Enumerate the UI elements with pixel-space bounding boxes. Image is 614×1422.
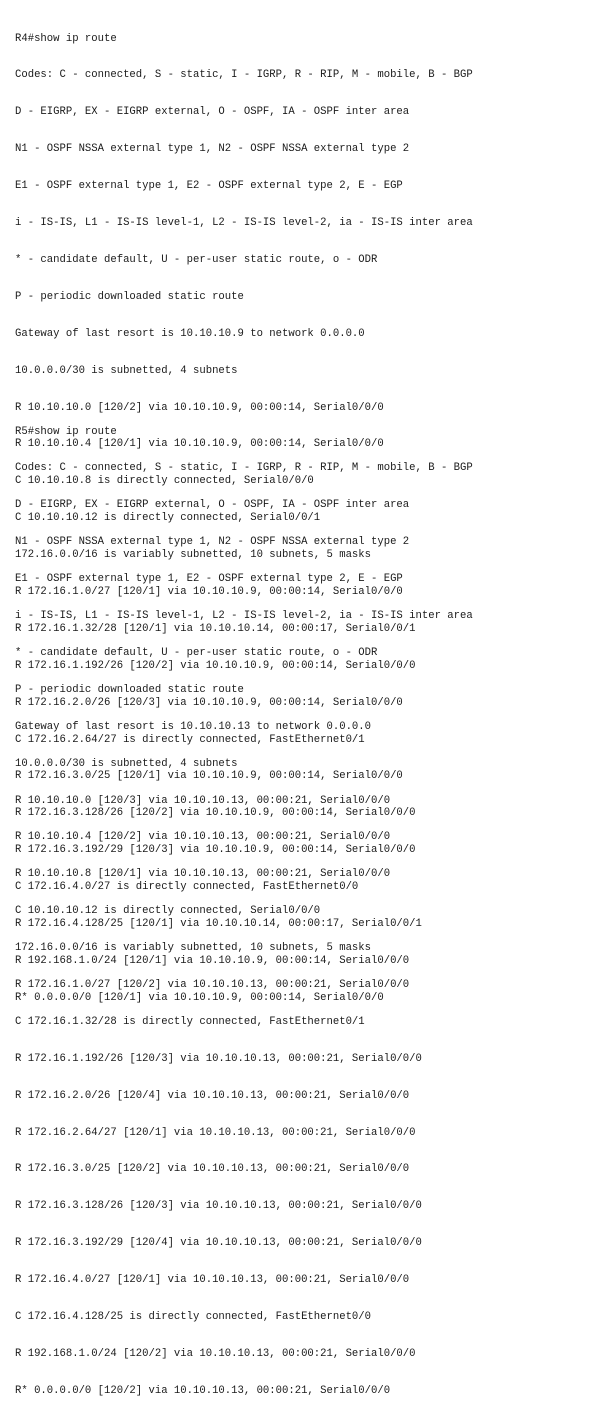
r5-route-entry: R 172.16.1.192/26 [120/3] via 10.10.10.13, 00:00:21, Serial0/0/0 [15,1052,422,1065]
r4-codes-line: E1 - OSPF external type 1, E2 - OSPF external type 2, E - EGP [15,180,403,193]
r5-route-entry: R 172.16.3.0/25 [120/2] via 10.10.10.13, 00:00:21, Serial0/0/0 [15,1163,410,1176]
r5-route-entry: R 172.16.2.64/27 [120/1] via 10.10.10.13, 00:00:21, Serial0/0/0 [15,1126,416,1139]
r4-route-entry: R 172.16.3.128/26 [120/2] via 10.10.10.9, 00:00:14, Serial0/0/0 [15,807,416,820]
r5-subnet-header: 10.0.0.0/30 is subnetted, 4 subnets [15,757,238,770]
r5-route-entry: C 10.10.10.12 is directly connected, Serial0/0/0 [15,905,321,918]
r5-route-entry: C 172.16.4.128/25 is directly connected, FastEthernet0/0 [15,1310,372,1323]
r4-subnet-header: 10.0.0.0/30 is subnetted, 4 subnets [15,364,238,377]
r5-route-entry: R 10.10.10.8 [120/1] via 10.10.10.13, 00:00:21, Serial0/0/0 [15,868,391,881]
r5-default-route: R* 0.0.0.0/0 [120/2] via 10.10.10.13, 00:00:21, Serial0/0/0 [15,1384,391,1397]
r4-route-entry: R 172.16.3.192/29 [120/3] via 10.10.10.9, 00:00:14, Serial0/0/0 [15,844,416,857]
r4-codes-line: * - candidate default, U - per-user static route, o - ODR [15,253,378,266]
r5-prompt-line: R5#show ip route [15,425,117,438]
r4-route-entry: R 172.16.1.192/26 [120/2] via 10.10.10.9, 00:00:14, Serial0/0/0 [15,659,416,672]
r5-route-entry: R 172.16.3.192/29 [120/4] via 10.10.10.13, 00:00:21, Serial0/0/0 [15,1237,422,1250]
r4-route-entry: R 172.16.4.128/25 [120/1] via 10.10.10.14, 00:00:17, Serial0/0/1 [15,917,422,930]
r4-subnet-header: 172.16.0.0/16 is variably subnetted, 10 subnets, 5 masks [15,549,372,562]
r5-codes-line: D - EIGRP, EX - EIGRP external, O - OSPF, IA - OSPF inter area [15,499,410,512]
r4-route-entry: C 172.16.4.0/27 is directly connected, FastEthernet0/0 [15,881,359,894]
r5-route-entry: R 172.16.2.0/26 [120/4] via 10.10.10.13, 00:00:21, Serial0/0/0 [15,1089,410,1102]
r4-codes-line: i - IS-IS, L1 - IS-IS level-1, L2 - IS-IS level-2, ia - IS-IS inter area [15,217,473,230]
r4-codes-line: D - EIGRP, EX - EIGRP external, O - OSPF, IA - OSPF inter area [15,106,410,119]
r5-route-entry: R 192.168.1.0/24 [120/2] via 10.10.10.13, 00:00:21, Serial0/0/0 [15,1347,416,1360]
r4-codes-line: P - periodic downloaded static route [15,290,244,303]
r5-codes-line: * - candidate default, U - per-user static route, o - ODR [15,646,378,659]
r5-subnet-header: 172.16.0.0/16 is variably subnetted, 10 subnets, 5 masks [15,942,372,955]
r4-route-entry: R 172.16.1.32/28 [120/1] via 10.10.10.14, 00:00:17, Serial0/0/1 [15,622,416,635]
r5-route-entry: R 172.16.3.128/26 [120/3] via 10.10.10.13, 00:00:21, Serial0/0/0 [15,1200,422,1213]
r5-gateway-line: Gateway of last resort is 10.10.10.13 to network 0.0.0.0 [15,720,372,733]
r5-codes-line: E1 - OSPF external type 1, E2 - OSPF external type 2, E - EGP [15,573,403,586]
r4-route-entry: R 192.168.1.0/24 [120/1] via 10.10.10.9, 00:00:14, Serial0/0/0 [15,954,410,967]
r5-codes-line: P - periodic downloaded static route [15,683,244,696]
r5-route-entry: R 10.10.10.4 [120/2] via 10.10.10.13, 00:00:21, Serial0/0/0 [15,831,391,844]
r4-route-entry: C 172.16.2.64/27 is directly connected, FastEthernet0/1 [15,733,365,746]
r4-route-entry: R 172.16.1.0/27 [120/1] via 10.10.10.9, 00:00:14, Serial0/0/0 [15,585,403,598]
r4-route-entry: R 10.10.10.0 [120/2] via 10.10.10.9, 00:00:14, Serial0/0/0 [15,401,384,414]
r5-route-entry: C 172.16.1.32/28 is directly connected, FastEthernet0/1 [15,1015,365,1028]
terminal-output [15,0,610,1397]
r5-route-table [15,401,473,1422]
r4-codes-line: Codes: C - connected, S - static, I - IGRP, R - RIP, M - mobile, B - BGP [15,69,473,82]
r5-route-entry: R 172.16.1.0/27 [120/2] via 10.10.10.13, 00:00:21, Serial0/0/0 [15,978,410,991]
r4-gateway-line: Gateway of last resort is 10.10.10.9 to network 0.0.0.0 [15,327,365,340]
r5-codes-line: N1 - OSPF NSSA external type 1, N2 - OSPF NSSA external type 2 [15,536,410,549]
r4-route-entry: R 10.10.10.4 [120/1] via 10.10.10.9, 00:00:14, Serial0/0/0 [15,438,384,451]
r4-codes-line: N1 - OSPF NSSA external type 1, N2 - OSPF NSSA external type 2 [15,143,410,156]
r4-default-route: R* 0.0.0.0/0 [120/1] via 10.10.10.9, 00:00:14, Serial0/0/0 [15,991,384,1004]
r4-route-entry: C 10.10.10.12 is directly connected, Serial0/0/1 [15,512,321,525]
r4-route-entry: R 172.16.2.0/26 [120/3] via 10.10.10.9, 00:00:14, Serial0/0/0 [15,696,403,709]
r4-route-entry: R 172.16.3.0/25 [120/1] via 10.10.10.9, 00:00:14, Serial0/0/0 [15,770,403,783]
r4-prompt-line: R4#show ip route [15,32,117,45]
r5-codes-line: Codes: C - connected, S - static, I - IGRP, R - RIP, M - mobile, B - BGP [15,462,473,475]
r5-codes-line: i - IS-IS, L1 - IS-IS level-1, L2 - IS-IS level-2, ia - IS-IS inter area [15,610,473,623]
r4-route-entry: C 10.10.10.8 is directly connected, Serial0/0/0 [15,475,314,488]
r5-route-entry: R 10.10.10.0 [120/3] via 10.10.10.13, 00:00:21, Serial0/0/0 [15,794,391,807]
r5-route-entry: R 172.16.4.0/27 [120/1] via 10.10.10.13, 00:00:21, Serial0/0/0 [15,1274,410,1287]
